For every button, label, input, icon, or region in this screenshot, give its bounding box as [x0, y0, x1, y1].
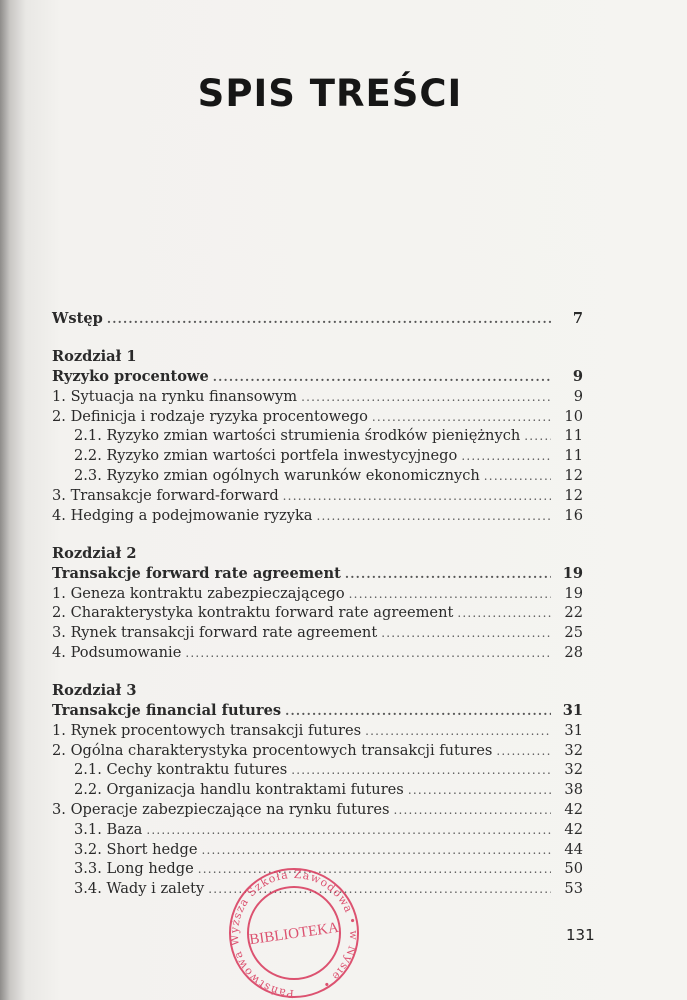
toc-entry-page: 53: [564, 880, 583, 898]
toc-entry-page: 31: [564, 721, 583, 739]
chapter-heading: [52, 544, 583, 564]
dot-leader: [146, 821, 551, 841]
table-of-contents: [52, 309, 583, 899]
dot-leader: [524, 427, 551, 447]
toc-entry: [52, 643, 583, 663]
toc-entry-title: 3.2. Short hedge: [74, 840, 198, 858]
toc-entry-title: 2.3. Ryzyko zmian ogólnych warunków ekonomicznych: [74, 467, 480, 485]
toc-entry-title: 2.2. Organizacja handlu kontraktami futures: [74, 781, 404, 799]
toc-entry-title: 3.1. Baza: [74, 820, 143, 838]
toc-entry-title: Ryzyko procentowe: [52, 368, 209, 386]
toc-entry: [52, 721, 583, 741]
toc-entry-title: 1. Geneza kontraktu zabezpieczającego: [52, 584, 345, 602]
dot-leader: [457, 604, 551, 624]
toc-entry-title: Transakcje forward rate agreement: [52, 564, 341, 582]
svg-text:Państwowa Wyższa Szkoła Zawodo: Państwowa Wyższa Szkoła Zawodowa • w Nysie •: [227, 867, 361, 1000]
toc-entry-title: Transakcje financial futures: [52, 702, 282, 720]
toc-entry: [52, 741, 583, 761]
section-gap: [52, 663, 583, 682]
dot-leader: [317, 507, 552, 527]
toc-entry-title: 4. Podsumowanie: [52, 643, 182, 661]
toc-entry: [52, 780, 583, 800]
dot-leader: [301, 388, 551, 408]
toc-entry: [52, 486, 583, 506]
dot-leader: [349, 585, 551, 605]
toc-entry: [52, 407, 583, 427]
dot-leader: [291, 761, 551, 781]
toc-entry-page: 19: [564, 584, 583, 602]
toc-entry-title: 1. Sytuacja na rynku finansowym: [52, 387, 298, 405]
toc-entry: [52, 426, 583, 446]
library-stamp: [222, 866, 367, 1000]
toc-entry-page: 12: [564, 486, 583, 504]
toc-entry: [52, 387, 583, 407]
toc-entry: [52, 603, 583, 623]
dot-leader: [372, 408, 551, 428]
chapter-heading: [52, 347, 583, 367]
page-number: 131: [566, 926, 595, 944]
toc-entry: [52, 584, 583, 604]
toc-entry-page: 19: [562, 564, 583, 582]
dot-leader: [345, 565, 551, 585]
dot-leader: [365, 722, 551, 742]
toc-entry-page: 28: [564, 643, 583, 661]
toc-entry-title: 2. Definicja i rodzaje ryzyka procentowego: [52, 407, 368, 425]
toc-entry: [52, 446, 583, 466]
toc-entry-title: 2.2. Ryzyko zmian wartości portfela inwestycyjnego: [74, 447, 458, 465]
toc-entry-title: 1. Rynek procentowych transakcji futures: [52, 721, 362, 739]
toc-entry: [52, 701, 583, 721]
toc-entry-title: 2. Ogólna charakterystyka procentowych transakcji futures: [52, 741, 493, 759]
toc-entry-page: 42: [564, 820, 583, 838]
chapter-heading: [52, 681, 583, 701]
dot-leader: [283, 487, 551, 507]
dot-leader: [484, 467, 551, 487]
toc-entry-page: 44: [564, 840, 583, 858]
toc-entry-title: 3.3. Long hedge: [74, 860, 194, 878]
dot-leader: [394, 801, 551, 821]
toc-entry: [52, 466, 583, 486]
toc-entry-page: 11: [564, 447, 583, 465]
toc-entry-page: 25: [564, 624, 583, 642]
toc-entry-page: 11: [564, 427, 583, 445]
toc-entry-page: 32: [564, 741, 583, 759]
toc-entry: [52, 800, 583, 820]
toc-entry-page: 7: [572, 310, 583, 327]
toc-entry-page: 9: [572, 368, 583, 386]
dot-leader: [107, 310, 551, 330]
toc-entry-page: 22: [564, 604, 583, 622]
toc-entry-page: 10: [564, 407, 583, 425]
toc-entry: [52, 623, 583, 643]
toc-entry-page: 50: [564, 860, 583, 878]
section-gap: [52, 329, 583, 348]
toc-entry-title: 3. Rynek transakcji forward rate agreement: [52, 624, 378, 642]
page-title: SPIS TREŚCI: [197, 72, 463, 115]
toc-entry: [52, 820, 583, 840]
toc-entry-title: 2.1. Cechy kontraktu futures: [74, 761, 288, 779]
toc-entry-page: 42: [564, 801, 583, 819]
toc-entry-title: Rozdział 3: [52, 682, 137, 700]
toc-entry-title: Rozdział 2: [52, 544, 137, 562]
toc-entry-page: 31: [562, 702, 583, 720]
toc-entry-title: 3.4. Wady i zalety: [74, 880, 205, 898]
toc-entry-title: 2.1. Ryzyko zmian wartości strumienia środków pieniężnych: [74, 427, 521, 445]
toc-entry: [52, 564, 583, 584]
dot-leader: [461, 447, 551, 467]
dot-leader: [408, 781, 551, 801]
toc-entry: [52, 309, 583, 329]
dot-leader: [185, 644, 551, 664]
toc-entry-title: 3. Transakcje forward-forward: [52, 486, 279, 504]
svg-text:BIBLIOTEKA: BIBLIOTEKA: [248, 919, 340, 949]
dot-leader: [202, 841, 551, 861]
section-gap: [52, 525, 583, 544]
dot-leader: [285, 702, 551, 722]
toc-entry-page: 9: [573, 387, 583, 405]
toc-entry-title: 3. Operacje zabezpieczające na rynku futures: [52, 801, 390, 819]
dot-leader: [496, 742, 551, 762]
toc-entry-page: 32: [564, 761, 583, 779]
toc-entry: [52, 760, 583, 780]
toc-entry-title: 4. Hedging a podejmowanie ryzyka: [52, 506, 313, 524]
dot-leader: [213, 368, 551, 388]
dot-leader: [381, 624, 551, 644]
toc-entry-page: 16: [564, 506, 583, 524]
toc-entry-title: Wstęp: [52, 310, 103, 327]
toc-entry-page: 38: [564, 781, 583, 799]
toc-entry-title: 2. Charakterystyka kontraktu forward rate agreement: [52, 604, 454, 622]
toc-entry-title: Rozdział 1: [52, 348, 137, 366]
toc-entry: [52, 367, 583, 387]
toc-entry-page: 12: [564, 467, 583, 485]
toc-entry: [52, 840, 583, 860]
toc-entry: [52, 506, 583, 526]
